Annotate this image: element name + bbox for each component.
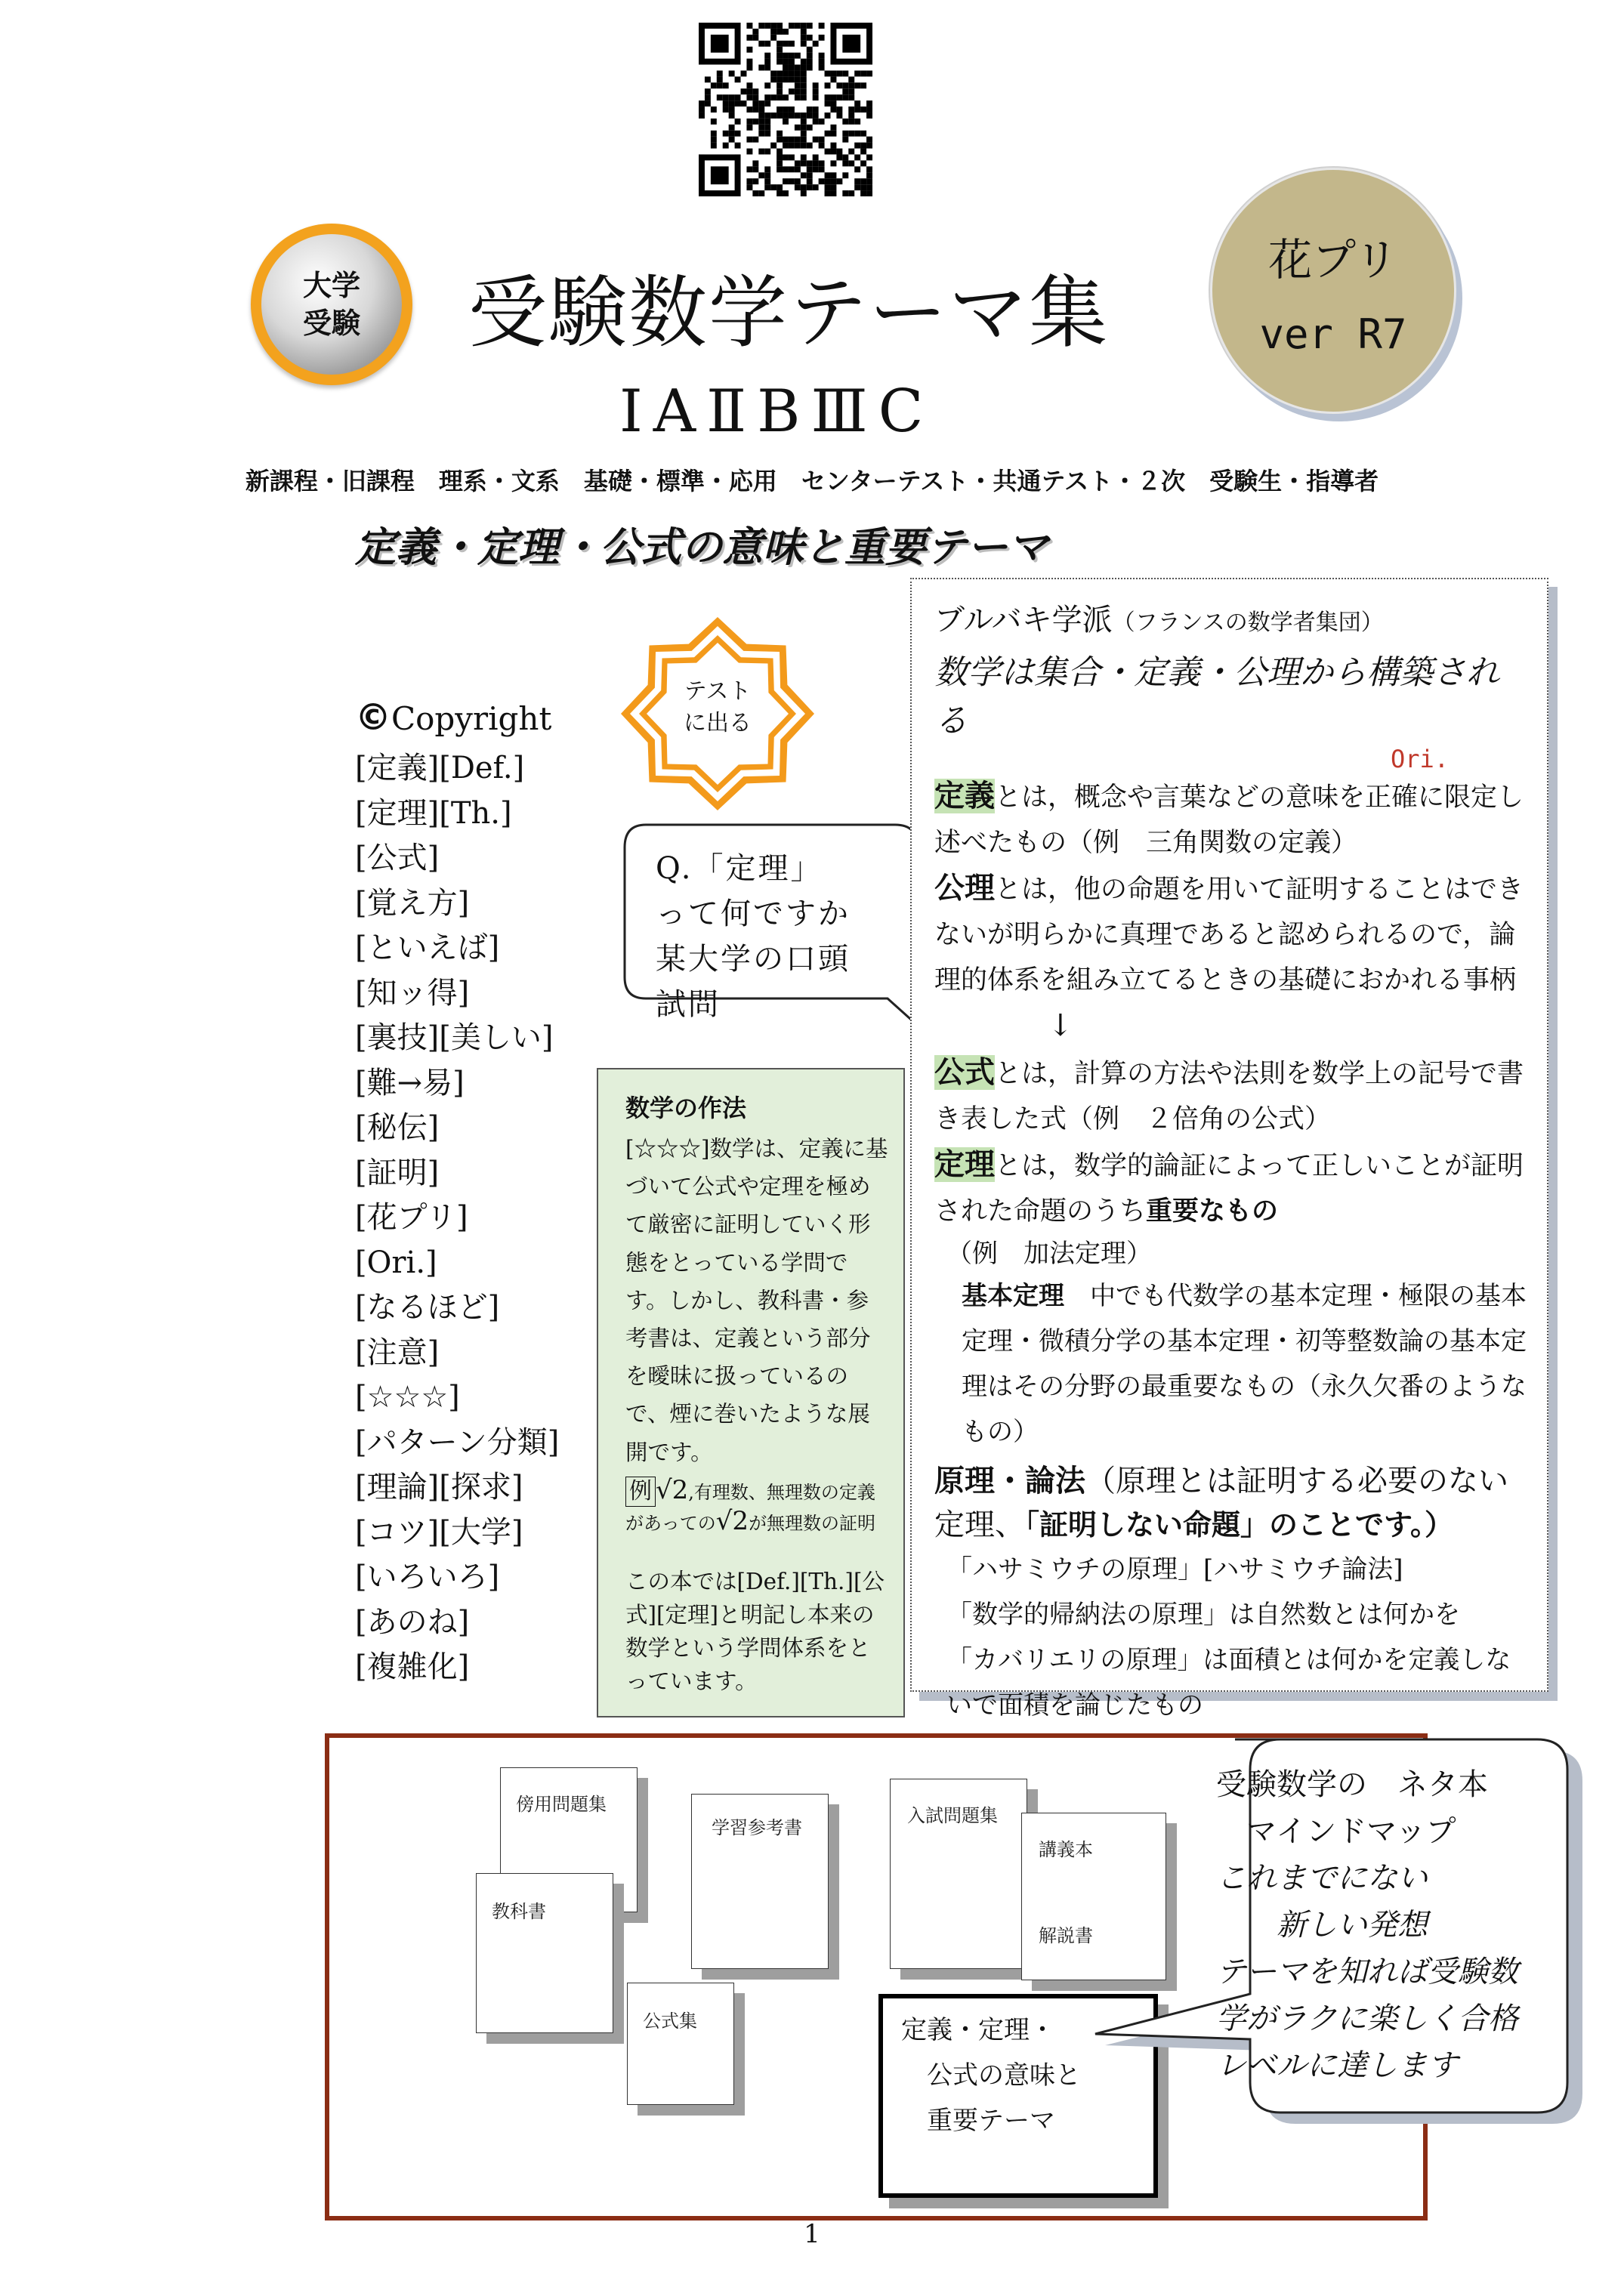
copyright-symbol: ©	[355, 696, 391, 739]
book-label: 解説書	[1039, 1925, 1093, 1946]
tag-item: [知ッ得]	[355, 975, 470, 1011]
tag-item: [☆☆☆]	[355, 1380, 460, 1415]
tag-item: [裏技][美しい]	[355, 1020, 554, 1055]
ori-mark: Ori.	[1390, 745, 1449, 773]
hana-puri-badge	[1210, 168, 1456, 414]
tag-item: [覚え方]	[355, 885, 470, 921]
book-study-reference	[691, 1794, 829, 1969]
axiom-text: とは，他の命題を用いて証明することはできないが明らかに真理であると認められるので，論理的体系を組み立てるときの基礎におかれる事柄	[934, 875, 1524, 995]
star-label-line1: テスト	[684, 678, 752, 705]
example-text2: が無理数の証明	[749, 1512, 876, 1534]
book-label: 教科書	[492, 1901, 546, 1922]
tag-item: [コツ][大学]	[355, 1514, 523, 1550]
book-textbook	[476, 1873, 613, 2033]
tag-item: [秘伝]	[355, 1110, 440, 1145]
theorem-paragraph	[934, 1142, 1532, 1234]
book-entrance-exam-problems	[890, 1779, 1027, 1969]
concept-line: マインドマップ	[1246, 1814, 1456, 1849]
book-label: 公式集	[643, 2011, 697, 2032]
concept-line: 新しい発想	[1277, 1908, 1428, 1943]
page-number: 1	[804, 2219, 820, 2249]
keywords-line: 新課程・旧課程 理系・文系 基礎・標準・応用 センターテスト・共通テスト・２次 受験生・指導者	[245, 467, 1379, 495]
basic-theorem-term: 基本定理	[962, 1281, 1064, 1311]
book-formula-collection	[627, 1983, 734, 2105]
version-label: ver R7	[1259, 310, 1407, 358]
tag-item: [Ori.]	[355, 1245, 437, 1280]
tag-item: [証明]	[355, 1155, 440, 1190]
tag-item: [理論][探求]	[355, 1470, 523, 1504]
theorem-term: 定理	[934, 1147, 995, 1182]
down-arrow-icon: ↓	[1048, 1008, 1073, 1043]
hana-badge-line1: 花プリ	[1268, 233, 1398, 285]
math-manners-body: [☆☆☆]数学は、定義に基づいて公式や定理を極めて厳密に証明していく形態をとっている学問です。しかし、教科書・参考書は、定義という部分を曖昧に扱っているので、煙に巻いたような展開です。	[625, 1136, 888, 1465]
subtitle: 定義・定理・公式の意味と重要テーマ	[355, 523, 1048, 571]
badge-line1: 大学	[302, 269, 360, 302]
tag-item: [パターン分類]	[355, 1424, 560, 1460]
tag-item: [なるほど]	[355, 1290, 500, 1325]
tag-item: [いろいろ]	[355, 1560, 500, 1594]
principle-text: （原理とは証明する必要のない定理、	[934, 1464, 1508, 1542]
copyright-label: Copyright	[391, 700, 552, 737]
definition-term: 定義	[934, 779, 995, 813]
principle-bold: 「証明しない命題」のことです。）	[1025, 1508, 1453, 1542]
basic-theorem-paragraph	[934, 1273, 1532, 1455]
book-label: 講義本	[1039, 1839, 1093, 1860]
bourbaki-line	[934, 596, 1532, 639]
formula-term: 公式	[934, 1055, 995, 1090]
question-line: 試問	[656, 987, 721, 1022]
basic-theorem-text: 中でも代数学の基本定理・極限の基本定理・微積分学の基本定理・初等整数論の基本定理はその分野の最重要なもの（永久欠番のようなもの）	[962, 1281, 1527, 1447]
principle-example: 「カバリエリの原理」は面積とは何かを定義しないで面積を論じたもの	[946, 1645, 1511, 1721]
tag-item: [といえば]	[355, 930, 500, 965]
sqrt2-symbol: √2	[656, 1474, 689, 1505]
this-book-line: 重要テーマ	[927, 2106, 1055, 2136]
concept-line: テーマを知れば受験数	[1216, 1955, 1518, 1989]
axiom-paragraph	[934, 866, 1532, 1050]
principle-paragraph	[934, 1459, 1532, 1547]
theorem-text: とは，数学的論証によって正しいことが証明された命題のうち	[934, 1151, 1524, 1227]
concept-line: これまでにない	[1216, 1861, 1428, 1896]
example-note	[625, 1476, 888, 1538]
tag-item: [あのね]	[355, 1604, 470, 1640]
principle-term: 原理・論法	[934, 1464, 1085, 1498]
question-text	[656, 846, 851, 1027]
sqrt2-symbol: √2	[715, 1505, 749, 1536]
axiom-term: 公理	[934, 871, 995, 906]
book-label: 傍用問題集	[516, 1794, 607, 1815]
tag-item: [定理][Th.]	[355, 795, 512, 831]
theorem-important: 重要なもの	[1146, 1196, 1279, 1227]
copyright-heading	[355, 696, 551, 739]
concept-bubble-text	[1216, 1761, 1518, 2089]
example-label: 例	[625, 1477, 656, 1507]
tag-item: [定義][Def.]	[355, 751, 525, 785]
bourbaki-title: ブルバキ学派	[934, 603, 1113, 637]
subjects-heading: ⅠAⅡBⅢC	[619, 378, 934, 446]
concept-line: 学がラクに楽しく合格	[1216, 2001, 1518, 2036]
definitions-panel	[910, 578, 1548, 1721]
math-manners-footer: この本では[Def.][Th.][公式][定理]と明記し本来の数学という学問体系をとっています。	[625, 1568, 885, 1694]
book-label: 学習参考書	[712, 1817, 802, 1838]
tag-item: [注意]	[355, 1335, 440, 1370]
formula-paragraph	[934, 1050, 1532, 1142]
tag-item: [花プリ]	[355, 1200, 468, 1235]
theorem-example: （例 加法定理）	[946, 1239, 1152, 1269]
tag-item: [難→易]	[355, 1065, 465, 1100]
university-exam-badge	[251, 224, 412, 385]
definition-text: とは，概念や言葉などの意味を正確に限定し述べたもの（例 三角関数の定義）	[934, 782, 1524, 858]
qr-code	[699, 23, 872, 196]
star-label-line2: に出る	[684, 710, 752, 736]
main-title: 受験数学テーマ集	[468, 267, 1110, 359]
this-book-line: 公式の意味と	[927, 2060, 1081, 2091]
bourbaki-note: （フランスの数学者集団）	[1112, 610, 1384, 636]
formula-text: とは，計算の方法や法則を数学上の記号で書き表した式（例 ２倍角の公式）	[934, 1059, 1524, 1134]
tag-item: [公式]	[355, 841, 440, 875]
concept-line: 受験数学の ネタ本	[1216, 1767, 1488, 1802]
book-label: 入試問題集	[907, 1805, 998, 1826]
question-line: Q.「定理」	[656, 851, 823, 886]
question-line: って何ですか	[656, 897, 851, 931]
example-text1: ,有理数、無理数の定義があっての	[625, 1481, 875, 1534]
this-book-line: 定義・定理・	[901, 2015, 1055, 2045]
question-line: 某大学の口頭	[656, 942, 851, 977]
principle-example: 「ハサミウチの原理」[ハサミウチ論法]	[946, 1554, 1403, 1585]
tag-item: [複雑化]	[355, 1650, 470, 1684]
tag-list	[355, 746, 559, 1690]
math-manners-box	[597, 1068, 905, 1717]
badge-line2: 受験	[302, 307, 360, 340]
bourbaki-motto: 数学は集合・定義・公理から構築される	[934, 653, 1499, 740]
definition-paragraph	[934, 773, 1532, 866]
star-label	[665, 676, 770, 739]
concept-line: レベルに達します	[1216, 2048, 1458, 2083]
math-manners-heading: 数学の作法	[625, 1094, 747, 1122]
principle-example: 「数学的帰納法の原理」は自然数とは何かを	[946, 1600, 1460, 1630]
